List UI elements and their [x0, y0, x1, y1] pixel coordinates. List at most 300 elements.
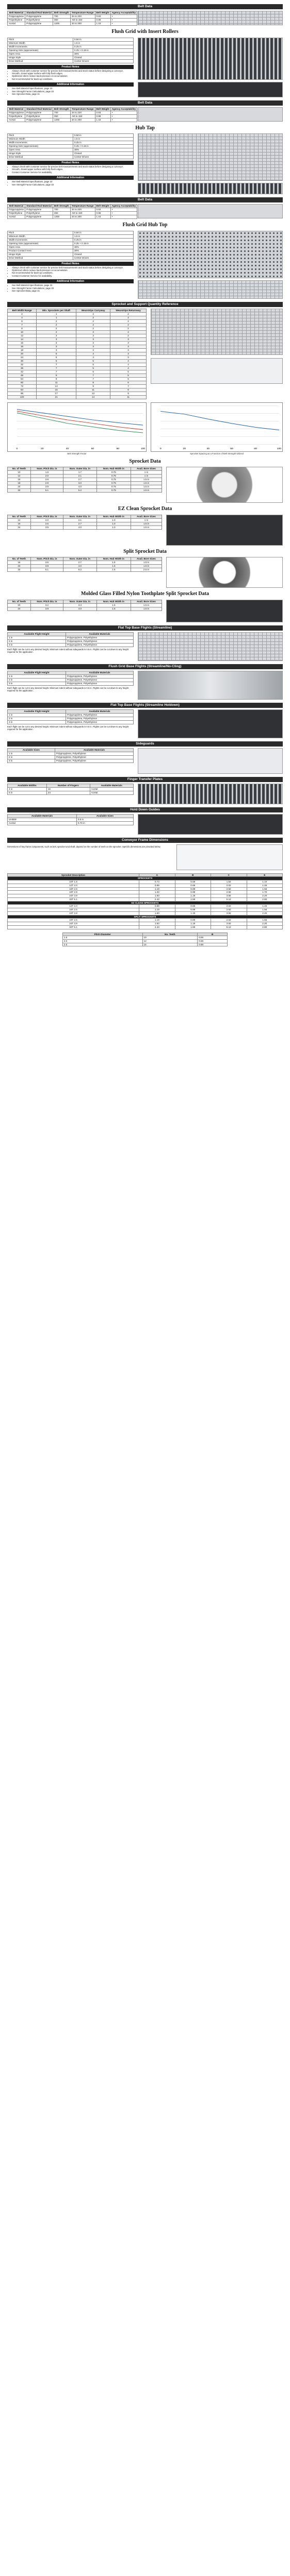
hubtop-render-image — [138, 231, 283, 278]
table-cell: 2.6 — [30, 561, 63, 565]
table-row — [8, 22, 137, 26]
table-cell: Polypropylene, Polyethylene — [66, 636, 134, 639]
table-cell: 2 in — [8, 639, 66, 643]
th-returnway: Wearstrips Returnway — [110, 309, 147, 312]
table-cell: Polyethylene — [8, 114, 25, 118]
spec-table — [7, 231, 134, 260]
table-cell: • — [110, 19, 137, 22]
table-row — [8, 370, 147, 374]
table-row — [8, 355, 147, 359]
series-line — [17, 411, 143, 430]
table-row — [8, 821, 134, 825]
spec-label: Width Increments — [8, 45, 73, 48]
th-materials: Available Materials — [66, 632, 134, 636]
ez-sprocket-image — [166, 515, 283, 546]
table-cell: 2 — [37, 319, 76, 323]
table-cell: 1 in — [8, 636, 66, 639]
table-cell: 1.0 — [96, 526, 131, 529]
table-cell: 1.5 in — [131, 489, 162, 493]
table-cell: 5 — [76, 363, 110, 366]
table-cell: 24 — [46, 791, 90, 794]
table-cell: 5.1 — [30, 489, 63, 493]
th-materials: Available Materials — [55, 748, 133, 752]
spec-value: 38% — [73, 249, 133, 252]
table-cell: 12 — [8, 474, 31, 478]
table-cell: 1.19 — [175, 922, 211, 926]
table-cell: 0.89 — [175, 908, 211, 912]
table-cell: 2 in — [8, 717, 66, 720]
belt-material-table — [7, 11, 137, 26]
info-item: • See Belt Material Specifications, page 23 — [12, 87, 133, 90]
table-header: A — [139, 873, 175, 877]
table-row — [8, 682, 134, 685]
spec-label: Drive Method — [8, 59, 73, 63]
table-cell: Polypropylene, Polyethylene — [55, 752, 133, 755]
table-cell: 6 — [110, 381, 147, 384]
strength-factor-chart — [7, 402, 147, 452]
table-cell: 12T 2.0 — [8, 884, 139, 887]
table-cell: 24 — [8, 526, 31, 529]
table-cell: 1.83 — [139, 894, 175, 898]
table-cell: 1.70 — [247, 891, 283, 894]
pitch-diameter-table — [62, 933, 228, 947]
spec-value: 38% — [73, 245, 133, 249]
table-cell: • — [110, 118, 137, 122]
table-cell: 1.5 in — [131, 522, 162, 526]
split-sprocket-image — [166, 557, 283, 588]
section-title: Molded Glass Filled Nylon Toothplate Split Sprocket Data — [81, 591, 209, 597]
table-cell: 0.75 — [96, 474, 131, 478]
info-list — [7, 180, 134, 187]
table-cell: 3.9 — [30, 607, 63, 611]
table-cell: 1 in — [131, 518, 162, 522]
th-height: Available Flight Height — [8, 671, 66, 674]
table-cell: 1.26 — [247, 905, 283, 908]
table-cell: 0.75 — [96, 478, 131, 482]
table-header: Nom. Outer Dia. in — [63, 557, 97, 561]
table-cell: 3 — [37, 341, 76, 345]
table-cell: 1.5 in — [131, 482, 162, 485]
table-cell: 2 — [37, 323, 76, 327]
table-cell: 2.0 — [62, 939, 142, 943]
table-cell: 2.9 — [30, 482, 63, 485]
section-banner: Hold Down Guides — [7, 807, 283, 812]
table-row — [8, 208, 137, 212]
x-tick-label: 60 — [91, 447, 94, 450]
sideguard-table — [7, 748, 134, 763]
hubtop-detail-image — [138, 280, 283, 299]
table-cell: 1 in — [8, 752, 55, 755]
table-cell: 34 to 220 — [70, 15, 95, 19]
table-row — [8, 607, 162, 611]
table-cell: 5 — [76, 359, 110, 363]
table-cell: 18 — [8, 348, 37, 352]
table-row — [8, 526, 162, 529]
table-cell: 0.89 — [175, 887, 211, 891]
spec-label: Open Area — [8, 148, 73, 152]
table-cell: 5 — [110, 370, 147, 374]
table-cell: Polypropylene — [25, 15, 53, 19]
th-sizes: Available Sizes — [76, 814, 133, 818]
x-tick-label: 60 — [230, 447, 233, 450]
th-materials: Available Materials — [66, 671, 134, 674]
notes-header: Product Notes — [7, 262, 134, 266]
table-row — [8, 341, 147, 345]
info-item: • See Sprocket Data, page 41 — [12, 290, 133, 292]
conveyor-table — [7, 873, 283, 929]
table-header: Nom. Hub Width in — [96, 600, 131, 603]
table-cell: 15 — [37, 388, 76, 392]
spec-value: 1.5 in — [73, 138, 133, 141]
table-cell: 32 — [8, 568, 31, 572]
table-cell: 2 — [76, 319, 110, 323]
table-cell: 2.7 — [63, 561, 97, 565]
group-label: EZ CLEAN SPROCKETS — [8, 901, 283, 905]
table-cell: Polypropylene — [25, 208, 53, 212]
spec-value: Center Driven — [73, 59, 133, 63]
table-cell: 5 — [110, 374, 147, 377]
table-cell: 48 — [8, 374, 37, 377]
section-banner: Sprocket and Support Quantity Reference — [7, 302, 283, 307]
table-header: Avail. Bore Sizes — [131, 557, 162, 561]
flight-image — [138, 709, 283, 738]
note-item: • Contact Customer Service for availability. — [12, 275, 133, 277]
flight-table — [7, 671, 134, 686]
table-cell: 2.1 — [63, 474, 97, 478]
table-cell: 2.0 — [30, 518, 63, 522]
spec-label: Hinge Style — [8, 56, 73, 59]
notes-list — [7, 165, 134, 174]
info-item: • See Strength Factor Calculations, page 33 — [12, 287, 133, 290]
table-row — [8, 471, 162, 474]
table-cell: 5.2 — [63, 489, 97, 493]
table-cell: • — [110, 215, 137, 219]
table-cell: 11 — [110, 395, 147, 399]
table-cell: 1.56 — [247, 919, 283, 922]
table-cell: 3 in — [8, 720, 66, 724]
group-row — [8, 901, 283, 905]
table-cell: 4 — [76, 352, 110, 355]
table-cell: 5 — [37, 355, 76, 359]
table-cell: 16 — [8, 478, 31, 482]
table-row — [8, 118, 137, 122]
table-cell: 3 in — [8, 682, 66, 685]
table-cell: 2 — [8, 312, 37, 316]
table-cell: 1.15 — [95, 215, 110, 219]
table-cell: 17 — [37, 392, 76, 395]
th-strength: Belt Strength — [53, 107, 70, 111]
table-cell: 1 in — [8, 674, 66, 678]
th-weight: Belt Weight — [95, 205, 110, 208]
spec-table — [7, 133, 134, 159]
x-tick-label: 0 — [16, 447, 18, 450]
section-title: Flush Grid Hub Top — [122, 222, 168, 228]
table-cell: 0.89 — [139, 884, 175, 887]
table-cell: 0.99 — [175, 891, 211, 894]
table-cell: 0.83 — [95, 15, 110, 19]
info-item: • See Strength Factor Calculations, page 33 — [12, 90, 133, 93]
x-tick-label: 0 — [159, 447, 162, 450]
th-material: Belt Material — [8, 11, 25, 15]
spec-label: Minimum Width — [8, 138, 73, 141]
section-banner: Conveyor Frame Dimensions — [7, 838, 283, 843]
table-cell: 1.59 — [175, 897, 211, 901]
table-row — [8, 15, 137, 19]
table-cell: 3 — [76, 348, 110, 352]
table-row — [8, 323, 147, 327]
info-item: • See Belt Material Specifications, page 23 — [12, 180, 133, 183]
table-cell: 42 — [8, 370, 37, 374]
table-cell: Polypropylene — [8, 111, 25, 114]
table-row — [8, 319, 147, 323]
table-cell: 1.19 — [175, 894, 211, 898]
table-row — [8, 643, 134, 647]
table-row — [8, 114, 137, 118]
table-cell: 9 — [76, 384, 110, 388]
table-cell: Polypropylene — [25, 118, 53, 122]
note-item: • Always check with customer service for precise belt measurements and stock status before designing a conveyor. — [12, 70, 133, 72]
spec-label: Open Area — [8, 52, 73, 56]
table-cell: 700 — [53, 15, 70, 19]
table-cell: 2 — [76, 316, 110, 319]
table-cell: 24 — [8, 355, 37, 359]
flight-image — [138, 671, 283, 700]
table-row — [8, 377, 147, 381]
table-cell: 6 — [110, 377, 147, 381]
table-cell: 1.56 — [247, 887, 283, 891]
table-cell: Acetal — [8, 118, 25, 122]
table-cell: 1.33 — [139, 891, 175, 894]
spec-value: 0.25 in — [73, 141, 133, 145]
table-cell: 0.75 — [96, 489, 131, 493]
th-agency: Agency Acceptability — [110, 107, 137, 111]
table-cell: 3 — [76, 330, 110, 334]
table-cell: 3 — [37, 348, 76, 352]
table-row — [8, 887, 283, 891]
molded-sprocket-image — [166, 600, 283, 622]
table-cell: 54 — [8, 377, 37, 381]
finger-table — [7, 784, 134, 795]
belt-photo — [138, 204, 283, 218]
sprocket-quantity-table — [7, 309, 147, 399]
th-height: Available Flight Height — [8, 709, 66, 713]
table-header: Nom. Pitch Dia. in — [30, 515, 63, 518]
table-cell: 7 — [37, 370, 76, 374]
table-cell: 3.92 — [211, 911, 247, 915]
table-row — [8, 327, 147, 330]
table-cell: 5 — [37, 352, 76, 355]
table-cell: Polypropylene, Polyethylene — [66, 674, 134, 678]
table-cell: 1.83 — [139, 911, 175, 915]
support-diagram — [151, 358, 283, 384]
table-cell: 0.5 in — [76, 818, 133, 821]
table-cell: 1.5 in — [131, 478, 162, 482]
table-cell: Polypropylene, Polyethylene — [66, 682, 134, 685]
flight-note: Each flight can be cut to any desired height. Minimum indent without sideguards is 0.5 in. Flights can be cut down to any height required for the application. — [7, 648, 129, 653]
table-header: E — [247, 873, 283, 877]
table-row — [8, 522, 162, 526]
th-temp: Temperature Range — [70, 107, 95, 111]
table-cell: • — [110, 212, 137, 215]
table-cell: Polypropylene, Polyethylene — [66, 639, 134, 643]
table-cell: 34 to 220 — [70, 208, 95, 212]
table-cell: 1.59 — [175, 925, 211, 929]
table-row — [8, 366, 147, 370]
table-cell: Polyethylene — [25, 212, 53, 215]
table-cell: 1.5 in — [131, 526, 162, 529]
spec-value: Closed — [73, 252, 133, 256]
hub-render-image — [138, 133, 283, 181]
table-header: Avail. Bore Sizes — [131, 600, 162, 603]
series-line — [160, 411, 279, 430]
table-header: No. of Teeth — [8, 467, 31, 471]
table-header: No. of Teeth — [8, 515, 31, 518]
table-cell: 24 — [8, 607, 31, 611]
table-cell: -50 to 150 — [70, 212, 95, 215]
group-label: SPLIT SPROCKETS — [8, 915, 283, 919]
table-cell: 1.5 in — [131, 565, 162, 568]
x-tick-label: 80 — [254, 447, 257, 450]
table-cell: 2 — [37, 330, 76, 334]
table-cell: 1 in — [8, 713, 66, 717]
spec-value: 0.25 × 0.19 in — [73, 48, 133, 52]
table-cell: 3.9 — [30, 485, 63, 489]
info-item: • See Belt Material Specifications, page 23 — [12, 284, 133, 286]
ez-sprocket-table — [7, 515, 162, 530]
table-cell: 3.0 — [63, 482, 97, 485]
section-title: Split Sprocket Data — [123, 548, 167, 554]
group-row — [8, 877, 283, 880]
table-cell: 3.3 — [63, 603, 97, 607]
note-item: • Contact Customer Service for availability. — [12, 171, 133, 174]
table-cell: 10 — [8, 471, 31, 474]
table-cell: 3.2 — [30, 603, 63, 607]
table-cell: 120 — [8, 395, 37, 399]
th-materials: Available Materials — [8, 814, 77, 818]
series-line — [17, 409, 143, 425]
notes-header: Product Notes — [7, 161, 134, 165]
table-cell: 34 to 200 — [70, 22, 95, 26]
table-cell: 3.9 — [30, 565, 63, 568]
table-cell: 3 — [76, 341, 110, 345]
table-cell: 5.12 — [211, 925, 247, 929]
roller-detail-image — [138, 82, 283, 97]
table-cell: 1.6 — [30, 471, 63, 474]
table-cell: 3 — [76, 345, 110, 348]
x-tick-label: 100 — [140, 447, 146, 450]
table-cell: Polypropylene, Polyethylene — [55, 759, 133, 762]
x-tick-label: 40 — [66, 447, 69, 450]
table-cell: 10 — [8, 330, 37, 334]
table-cell: 2.20 — [247, 922, 283, 926]
spec-label: Width Increments — [8, 238, 73, 242]
th-rod: Standard Rod Material — [25, 107, 53, 111]
table-cell: Polypropylene — [8, 208, 25, 212]
table-cell: 2 — [110, 323, 147, 327]
table-cell: 2.6 — [62, 943, 142, 946]
spec-value: 38% — [73, 148, 133, 152]
info-header: Additional Information — [7, 176, 134, 180]
note-item: • Not recommended for back-up conditions. — [12, 272, 133, 274]
table-header: No. of Teeth — [8, 600, 31, 603]
table-cell: 2.20 — [247, 894, 283, 898]
table-cell: 10T 1.6 — [8, 880, 139, 884]
spec-value: 0.25 in — [73, 238, 133, 242]
x-tick-label: 20 — [183, 447, 186, 450]
table-cell: 2 — [76, 323, 110, 327]
spec-label: Open Area — [8, 245, 73, 249]
table-row — [8, 759, 134, 762]
table-cell: 34 to 200 — [70, 118, 95, 122]
note-item: • Optimized rollers reduce back-pressure on accumulation. — [12, 75, 133, 77]
table-cell: 0.88 — [95, 212, 110, 215]
table-cell: Polypropylene — [8, 15, 25, 19]
table-cell: 16 — [142, 943, 198, 946]
group-row — [8, 915, 283, 919]
table-row — [8, 891, 283, 894]
wearstrip-diagram — [151, 309, 283, 355]
sprocket-data-table — [7, 467, 162, 493]
table-row — [8, 482, 162, 485]
table-cell: 5.2 — [63, 568, 97, 572]
table-cell: 36 — [8, 366, 37, 370]
table-cell: 16 — [8, 522, 31, 526]
table-cell: 1 in — [131, 471, 162, 474]
table-cell: 0.75 — [96, 471, 131, 474]
table-cell: 32 — [8, 363, 37, 366]
table-header: Avail. Bore Sizes — [131, 515, 162, 518]
table-header: Nom. Hub Width in — [96, 515, 131, 518]
table-cell: 1200 — [53, 118, 70, 122]
table-cell: 24T 3.9 — [8, 911, 139, 915]
table-cell: 2 — [76, 312, 110, 316]
table-row — [8, 388, 147, 392]
table-cell: 1.5 in — [131, 485, 162, 489]
spec-value: 0.25 in — [73, 45, 133, 48]
table-row — [8, 639, 134, 643]
table-cell: 1.5 — [96, 607, 131, 611]
table-cell: 7 — [37, 363, 76, 366]
table-cell: 9 — [110, 392, 147, 395]
spec-label: Width Increments — [8, 141, 73, 145]
table-header: Nom. Hub Width in — [96, 557, 131, 561]
spec-value: 38% — [73, 52, 133, 56]
info-header: Additional Information — [7, 82, 134, 87]
th-rod: Standard Rod Material — [25, 205, 53, 208]
table-cell: 1 in — [131, 474, 162, 478]
table-cell: 3 in — [8, 643, 66, 647]
sideguard-image — [138, 748, 283, 774]
table-cell: 24 — [8, 565, 31, 568]
spec-value: 0.25 × 0.19 in — [73, 145, 133, 148]
table-row — [8, 478, 162, 482]
table-row — [8, 568, 162, 572]
flight-table — [7, 632, 134, 647]
table-cell: 350 — [53, 19, 70, 22]
belt-material-table — [7, 107, 137, 122]
table-cell: Polypropylene — [25, 22, 53, 26]
table-header: Avail. Bore Sizes — [131, 467, 162, 471]
table-cell: 1.5 in — [131, 603, 162, 607]
table-cell: 10 — [142, 936, 198, 940]
molded-sprocket-table — [7, 600, 162, 611]
spec-label: Pitch — [8, 231, 73, 234]
th-agency: Agency Acceptability — [110, 205, 137, 208]
table-cell: 0.83 — [95, 111, 110, 114]
note-item: • Smooth, closed upper surface with fully flush edges. — [12, 168, 133, 171]
table-cell: 2 in — [8, 755, 55, 759]
table-cell: 8 — [110, 388, 147, 392]
